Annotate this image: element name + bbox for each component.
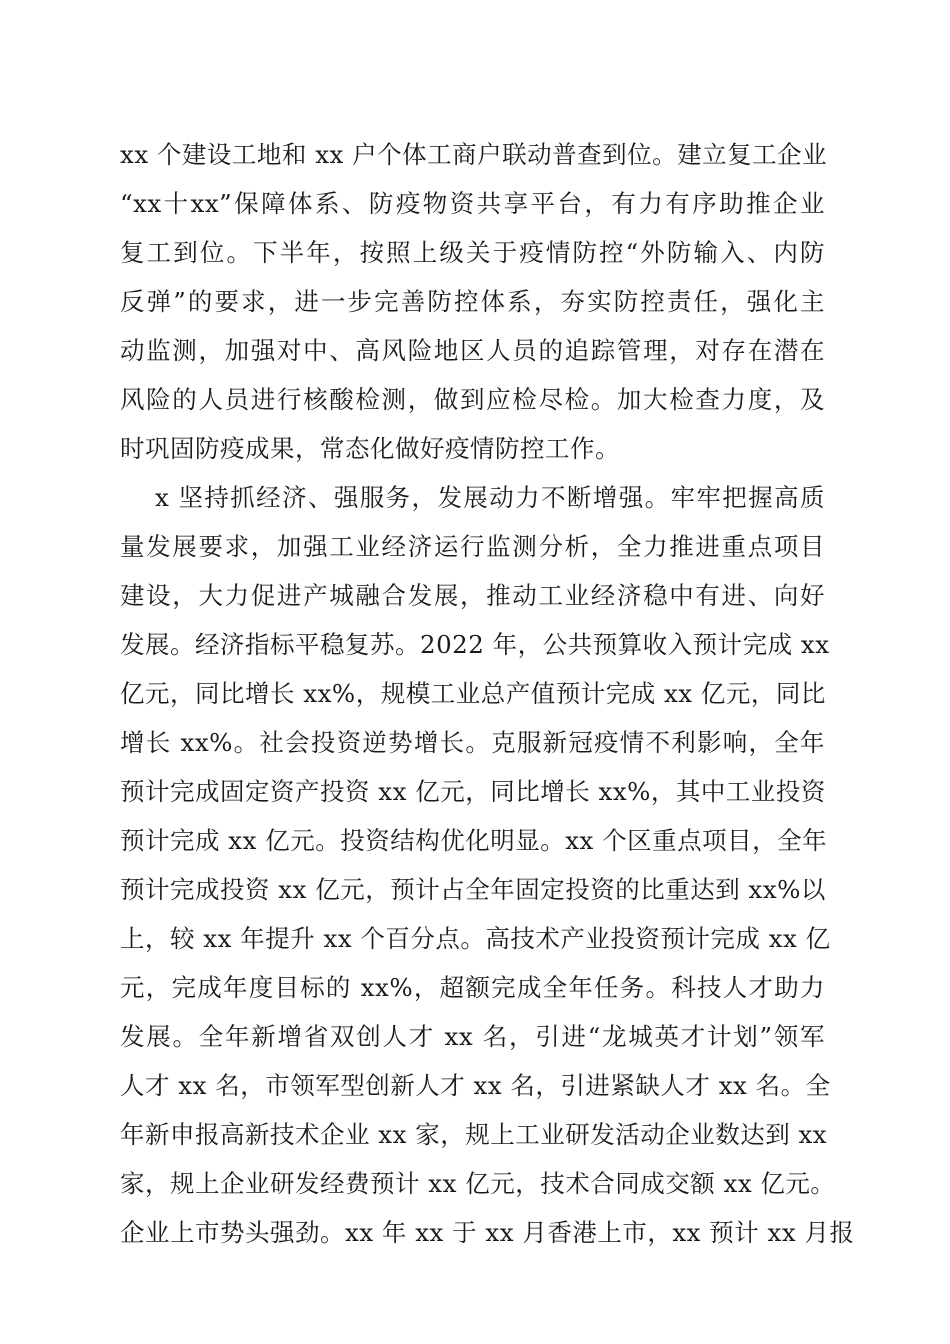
text-line: x 坚持抓经济、强服务，发展动力不断增强。牢牢把握高质 [155,483,825,512]
text-line: 人才 xx 名，市领军型创新人才 xx 名，引进紧缺人才 xx 名。全 [120,1071,831,1100]
text-line: “xx十xx”保障体系、防疫物资共享平台，有力有序助推企业 [120,189,825,218]
text-line: 反弹”的要求，进一步完善防控体系，夯实防控责任，强化主 [120,287,825,316]
text-line: 时巩固防疫成果，常态化做好疫情防控工作。 [120,434,620,463]
paragraph-economy-development [120,473,855,1257]
text-line: 复工到位。下半年，按照上级关于疫情防控“外防输入、内防 [120,238,825,267]
text-line: 动监测，加强对中、高风险地区人员的追踪管理，对存在潜在 [120,336,825,365]
text-line: 企业上市势头强劲。xx 年 xx 于 xx 月香港上市，xx 预计 xx 月报 [120,1218,855,1247]
text-line: 预计完成投资 xx 亿元，预计占全年固定投资的比重达到 xx%以 [120,875,826,904]
text-line: 家，规上企业研发经费预计 xx 亿元，技术合同成交额 xx 亿元。 [120,1169,836,1198]
text-line: 增长 xx%。社会投资逆势增长。克服新冠疫情不利影响，全年 [120,728,825,757]
document-body [120,130,855,1257]
text-line: 发展。全年新增省双创人才 xx 名，引进“龙城英才计划”领军 [120,1022,825,1051]
text-line: xx 个建设工地和 xx 户个体工商户联动普查到位。建立复工企业 [120,140,828,169]
text-line: 建设，大力促进产城融合发展，推动工业经济稳中有进、向好 [120,581,825,610]
text-line: 风险的人员进行核酸检测，做到应检尽检。加大检查力度，及 [120,385,825,414]
paragraph-epidemic-prevention [120,130,828,473]
text-line: 元，完成年度目标的 xx%，超额完成全年任务。科技人才助力 [120,973,825,1002]
text-line: 量发展要求，加强工业经济运行监测分析，全力推进重点项目 [120,532,825,561]
text-line: 上，较 xx 年提升 xx 个百分点。高技术产业投资预计完成 xx 亿 [120,924,831,953]
text-line: 年新申报高新技术企业 xx 家，规上工业研发活动企业数达到 xx [120,1120,828,1149]
text-line: 发展。经济指标平稳复苏。2022 年，公共预算收入预计完成 xx [120,630,830,659]
text-line: 亿元，同比增长 xx%，规模工业总产值预计完成 xx 亿元，同比 [120,679,826,708]
text-line: 预计完成 xx 亿元。投资结构优化明显。xx 个区重点项目，全年 [120,826,828,855]
text-line: 预计完成固定资产投资 xx 亿元，同比增长 xx%，其中工业投资 [120,777,826,806]
